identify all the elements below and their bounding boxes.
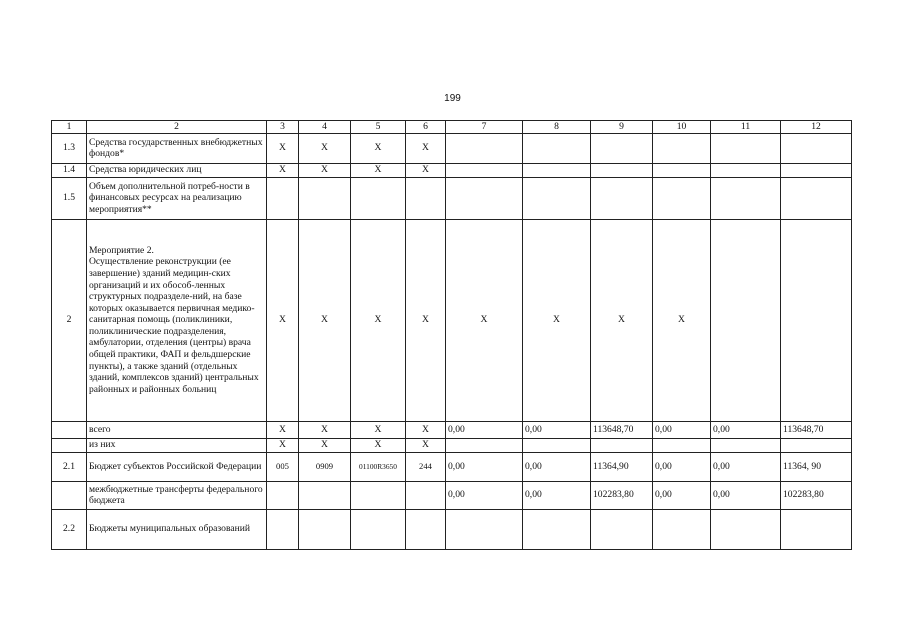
cell-col7: 0,00 [446, 421, 523, 438]
cell-col5: X [351, 219, 406, 421]
row-number: 2.2 [52, 509, 87, 549]
cell-col4: X [299, 219, 351, 421]
cell-col5: X [351, 133, 406, 163]
header-cell: 4 [299, 121, 351, 134]
row-description: всего [87, 421, 267, 438]
table-row [52, 133, 852, 163]
cell-col9 [591, 509, 653, 549]
cell-col12: 11364, 90 [781, 452, 852, 481]
cell-col11 [711, 509, 781, 549]
cell-col3 [267, 481, 299, 509]
cell-col7 [446, 163, 523, 177]
cell-col9 [591, 163, 653, 177]
cell-col9 [591, 438, 653, 452]
cell-col9: X [591, 219, 653, 421]
table-row [52, 219, 852, 421]
table-row [52, 421, 852, 438]
header-cell: 8 [523, 121, 591, 134]
cell-col10: 0,00 [653, 481, 711, 509]
cell-col9 [591, 133, 653, 163]
cell-col7: 0,00 [446, 452, 523, 481]
cell-col6: X [406, 438, 446, 452]
row-description: из них [87, 438, 267, 452]
cell-col11: 0,00 [711, 452, 781, 481]
cell-col10: 0,00 [653, 452, 711, 481]
cell-col12 [781, 438, 852, 452]
cell-col6: X [406, 219, 446, 421]
cell-col11 [711, 133, 781, 163]
header-row [52, 121, 852, 134]
table-row [52, 452, 852, 481]
cell-col12 [781, 163, 852, 177]
cell-col12 [781, 509, 852, 549]
row-number [52, 421, 87, 438]
row-number: 2.1 [52, 452, 87, 481]
cell-col4 [299, 509, 351, 549]
cell-col6: X [406, 133, 446, 163]
cell-col6: X [406, 421, 446, 438]
header-cell: 2 [87, 121, 267, 134]
cell-col11: 0,00 [711, 481, 781, 509]
cell-col10 [653, 509, 711, 549]
cell-col5: X [351, 421, 406, 438]
cell-col3: X [267, 163, 299, 177]
cell-col3 [267, 177, 299, 219]
table-row [52, 481, 852, 509]
cell-col7 [446, 438, 523, 452]
budget-table [51, 120, 852, 550]
cell-col7: 0,00 [446, 481, 523, 509]
cell-col6 [406, 177, 446, 219]
row-number [52, 481, 87, 509]
cell-col8: 0,00 [523, 421, 591, 438]
cell-col9: 102283,80 [591, 481, 653, 509]
cell-col10 [653, 438, 711, 452]
cell-col9: 11364,90 [591, 452, 653, 481]
cell-col3: X [267, 219, 299, 421]
cell-col5 [351, 177, 406, 219]
cell-col7 [446, 509, 523, 549]
page-number: 199 [444, 93, 461, 104]
cell-col7 [446, 177, 523, 219]
cell-col9 [591, 177, 653, 219]
cell-col6 [406, 509, 446, 549]
row-number: 1.3 [52, 133, 87, 163]
cell-col10 [653, 177, 711, 219]
cell-col3: X [267, 438, 299, 452]
cell-col11: 0,00 [711, 421, 781, 438]
row-description: Бюджеты муниципальных образований [87, 509, 267, 549]
row-number: 2 [52, 219, 87, 421]
cell-col8 [523, 133, 591, 163]
cell-col5: X [351, 163, 406, 177]
table-row [52, 438, 852, 452]
row-number: 1.5 [52, 177, 87, 219]
cell-col12 [781, 219, 852, 421]
row-description: Средства юридических лиц [87, 163, 267, 177]
row-number [52, 438, 87, 452]
header-cell: 9 [591, 121, 653, 134]
table-row [52, 163, 852, 177]
cell-col10: X [653, 219, 711, 421]
cell-col12 [781, 133, 852, 163]
cell-col3: X [267, 421, 299, 438]
cell-col12 [781, 177, 852, 219]
cell-col4: X [299, 421, 351, 438]
cell-col8 [523, 438, 591, 452]
cell-col6 [406, 481, 446, 509]
cell-col5: 01100R3650 [351, 452, 406, 481]
cell-col4: X [299, 163, 351, 177]
cell-col11 [711, 438, 781, 452]
cell-col11 [711, 219, 781, 421]
header-cell: 3 [267, 121, 299, 134]
header-cell: 6 [406, 121, 446, 134]
cell-col6: 244 [406, 452, 446, 481]
cell-col6: X [406, 163, 446, 177]
cell-col8 [523, 163, 591, 177]
cell-col3: 005 [267, 452, 299, 481]
cell-col9: 113648,70 [591, 421, 653, 438]
cell-col4: X [299, 438, 351, 452]
cell-col11 [711, 163, 781, 177]
row-description: межбюджетные трансферты федерального бюджета [87, 481, 267, 509]
cell-col8 [523, 509, 591, 549]
header-cell: 7 [446, 121, 523, 134]
cell-col12: 113648,70 [781, 421, 852, 438]
cell-col7 [446, 133, 523, 163]
cell-col5 [351, 509, 406, 549]
header-cell: 1 [52, 121, 87, 134]
row-number: 1.4 [52, 163, 87, 177]
cell-col4 [299, 177, 351, 219]
row-description: Объем дополнительной потреб-ности в финансовых ресурсах на реализацию мероприятия** [87, 177, 267, 219]
row-description: Средства государственных внебюджетных фондов* [87, 133, 267, 163]
header-cell: 5 [351, 121, 406, 134]
table-row [52, 509, 852, 549]
header-cell: 12 [781, 121, 852, 134]
cell-col10 [653, 133, 711, 163]
cell-col8: X [523, 219, 591, 421]
cell-col3 [267, 509, 299, 549]
cell-col3: X [267, 133, 299, 163]
table-row [52, 177, 852, 219]
header-cell: 10 [653, 121, 711, 134]
cell-col8 [523, 177, 591, 219]
cell-col5 [351, 481, 406, 509]
cell-col10 [653, 163, 711, 177]
cell-col4: 0909 [299, 452, 351, 481]
cell-col4 [299, 481, 351, 509]
cell-col8: 0,00 [523, 452, 591, 481]
row-description: Бюджет субъектов Российской Федерации [87, 452, 267, 481]
header-cell: 11 [711, 121, 781, 134]
cell-col5: X [351, 438, 406, 452]
cell-col12: 102283,80 [781, 481, 852, 509]
row-description: Мероприятие 2. Осуществление реконструкции (ее завершение) зданий медицин-ских организаций и их обособ-ленных структурных подразделе-ний, на базе которых оказывается первичная медико-санитарная помощь (поликлиники, поликлинические подразделения, амбулатории, отделения (центры) врача общей практики, ФАП и фельдшерские пункты), а также зданий (отдельных зданий, комплексов зданий) центральных районных и районных больниц [87, 219, 267, 421]
cell-col8: 0,00 [523, 481, 591, 509]
cell-col7: X [446, 219, 523, 421]
cell-col11 [711, 177, 781, 219]
cell-col10: 0,00 [653, 421, 711, 438]
cell-col4: X [299, 133, 351, 163]
